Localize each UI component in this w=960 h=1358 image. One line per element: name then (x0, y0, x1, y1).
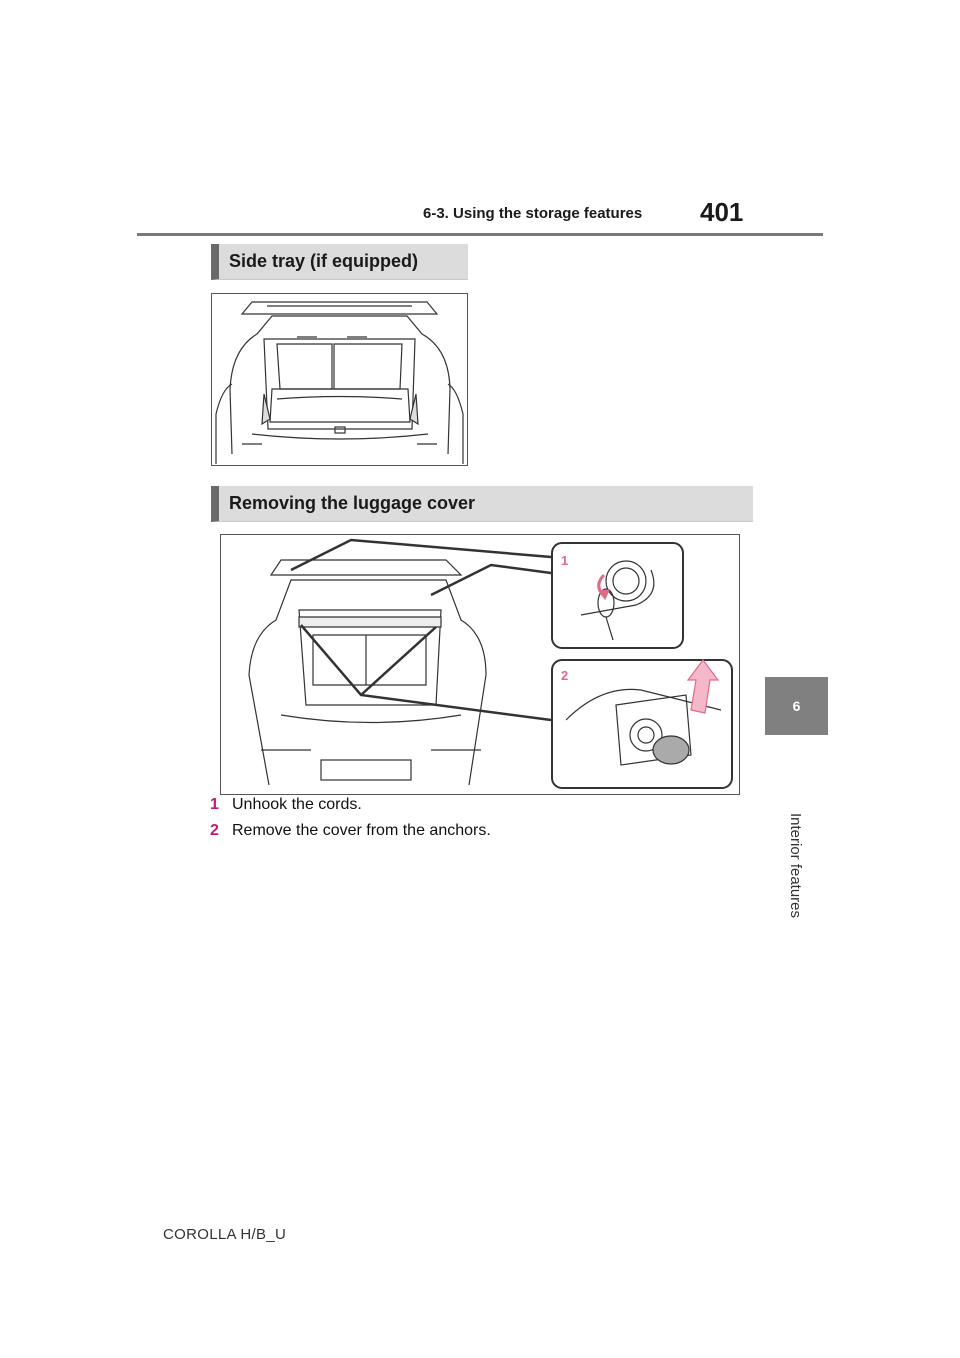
chapter-tab (765, 677, 828, 735)
header-section-title: 6-3. Using the storage features (423, 205, 643, 222)
section-heading-text: Side tray (if equipped) (229, 251, 419, 271)
instruction-steps (210, 796, 491, 848)
step-number: 2 (210, 822, 219, 839)
callout-2-label: 2 (561, 668, 569, 683)
header-divider (137, 233, 823, 236)
footer-model-code: COROLLA H/B_U (163, 1226, 287, 1243)
chapter-label-text: Interior features (787, 812, 805, 918)
step-number: 1 (210, 796, 219, 813)
side-tray-illustration (211, 293, 468, 466)
page-number: 401 (700, 197, 744, 227)
chapter-label (768, 790, 824, 940)
step-text: Remove the cover from the anchors. (232, 822, 491, 839)
chapter-number: 6 (792, 698, 801, 714)
section-heading-side-tray (211, 244, 468, 280)
section-heading-luggage-cover (211, 486, 753, 522)
step-text: Unhook the cords. (232, 796, 362, 813)
step-item (210, 796, 491, 822)
luggage-cover-illustration (220, 534, 740, 795)
callout-1-label: 1 (561, 553, 569, 568)
step-item (210, 822, 491, 848)
section-heading-text: Removing the luggage cover (229, 493, 476, 513)
